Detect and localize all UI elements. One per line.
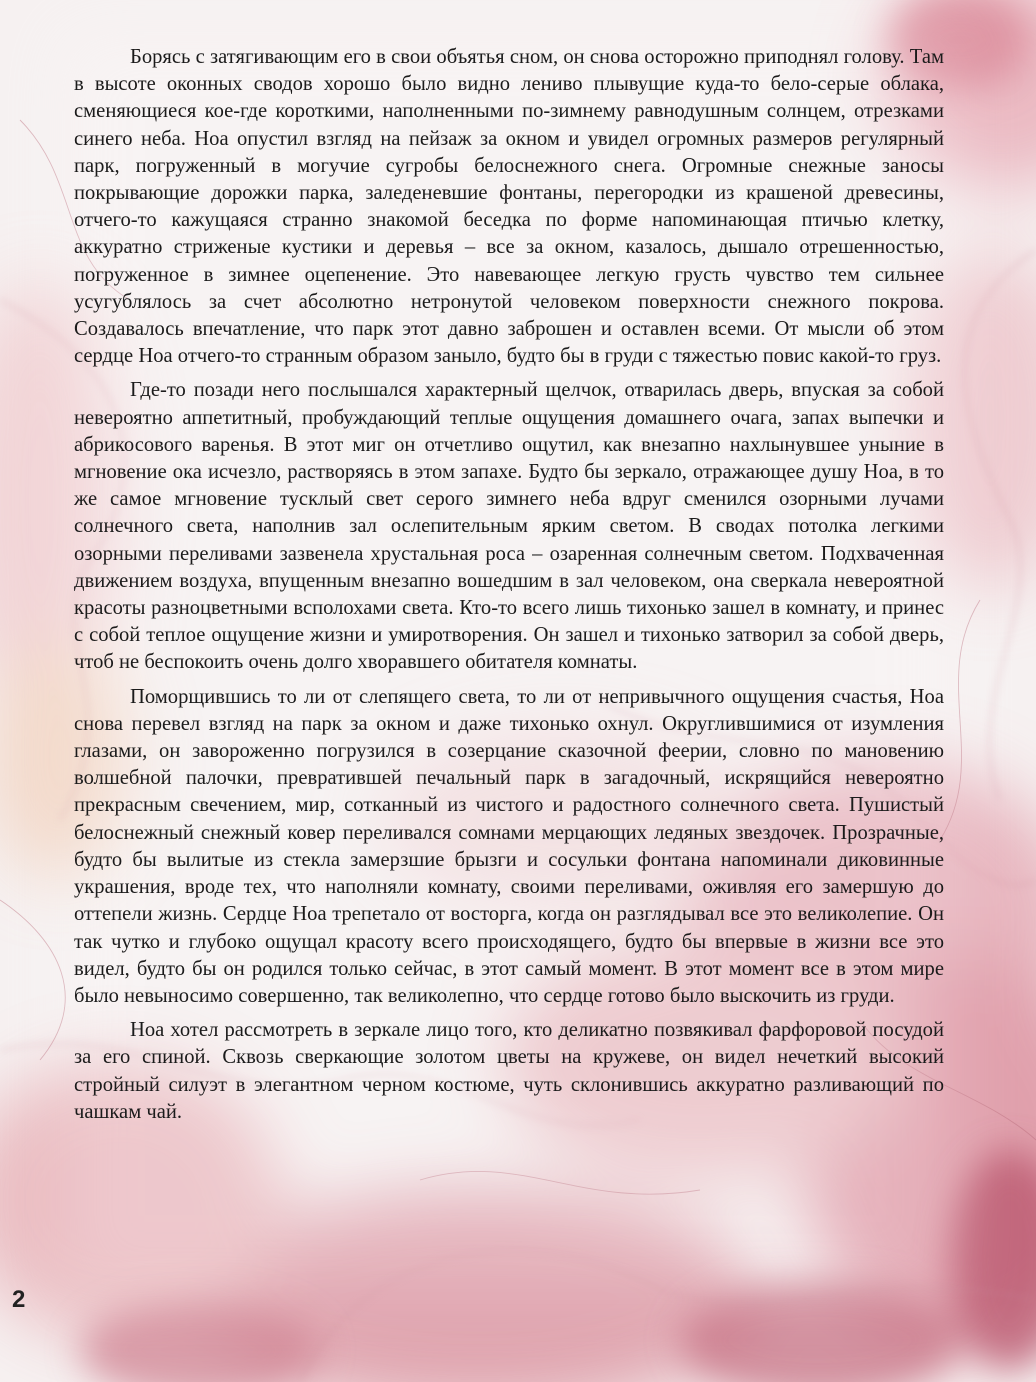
paragraph-4: Ноа хотел рассмотреть в зеркале лицо того, кто деликатно позвякивал фарфоровой посудой за его спиной. Сквозь сверкающие золотом цветы на кружеве, он видел нечеткий высокий стройный силуэт в элегантном черном костюме, чуть склонившись аккуратно разливающий по чашкам чай. [74, 1019, 944, 1123]
paragraph-1: Борясь с затягивающим его в свои объятья сном, он снова осторожно приподнял голову. Там в высоте оконных сводов хорошо было видно лениво плывущие куда-то бело-серые облака, сменяющиеся кое-где короткими, наполненными по-зимнему равнодушным солнцем, отрезками синего неба. Ноа опустил взгляд на пейзаж за окном и увидел огромных размеров регулярный парк, погруженный в могучие сугробы белоснежного снега. Огромные снежные заносы покрывающие дорожки парка, заледеневшие фонтаны, перегородки из крашеной древесины, отчего-то кажущаяся странно знакомой беседка по форме напоминающая птичью клетку, аккуратно стриженые кустики и деревья – все за окном, казалось, дышало отрешенностью, погруженное в зимнее оцепенение. Это навевающее легкую грусть чувство тем сильнее усугублялось за счет абсолютно нетронутой человеком поверхности снежного покрова. Создавалось впечатление, что парк этот давно заброшен и оставлен всеми. От мысли об этом сердце Ноа отчего-то странным образом заныло, будто бы в груди с тяжестью повис какой-то груз. [74, 46, 944, 368]
page-number: 2 [12, 1286, 26, 1313]
paragraph-2: Где-то позади него послышался характерный щелчок, отварилась дверь, впуская за собой невероятно аппетитный, пробуждающий теплые ощущения домашнего очага, запах выпечки и абрикосового варенья. В этот миг он отчетливо ощутил, как внезапно нахлынувшее уныние в мгновение ока исчезло, растворяясь в этом запахе. Будто бы зеркало, отражающее душу Ноа, в то же самое мгновение тусклый свет серого зимнего неба вдруг сменился озорными лучами солнечного света, наполнив зал ослепительным ярким светом. В сводах потолка легкими озорными переливами зазвенела хрустальная роса – озаренная солнечным светом. Подхваченная движением воздуха, впущенным внезапно вошедшим в зал человеком, она сверкала невероятной красоты разноцветными всполохами света. Кто-то всего лишь тихонько зашел в комнату, и принес с собой теплое ощущение жизни и умиротворения. Он зашел и тихонько затворил за собой дверь, чтоб не беспокоить очень долго хворавшего обитателя комнаты. [74, 379, 944, 674]
story-text [74, 44, 944, 1133]
paragraph-3: Поморщившись то ли от слепящего света, то ли от непривычного ощущения счастья, Ноа снова перевел взгляд на парк за окном и даже тихонько охнул. Округлившимися от изумления глазами, он завороженно погрузился в созерцание сказочной феерии, словно по мановению волшебной палочки, превратившей печальный парк в загадочный, искрящийся невероятно прекрасным свечением, мир, сотканный из чистого и радостного солнечного света. Пушистый белоснежный снежный ковер переливался сомнами мерцающих ледяных звездочек. Прозрачные, будто бы вылитые из стекла замерзшие брызги и сосульки фонтана напоминали диковинные украшения, вроде тех, что наполняли комнату, своими переливами, оживляя его замершую до оттепели жизнь. Сердце Ноа трепетало от восторга, когда он разглядывал все это великолепие. Он так чутко и глубоко ощущал красоту всего происходящего, будто бы впервые в жизни все это видел, будто бы он родился только сейчас, в этот самый момент. В этот момент все в этом мире было невыносимо совершенно, так великолепно, что сердце готово было выскочить из груди. [74, 685, 944, 1007]
